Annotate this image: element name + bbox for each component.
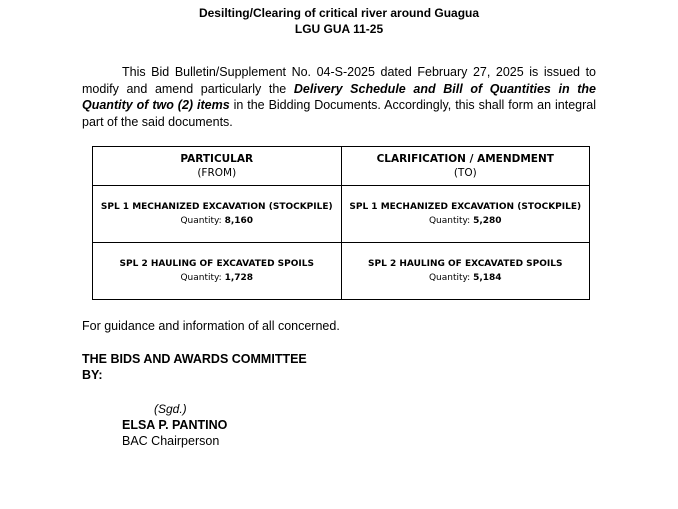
quantity-label: Quantity: xyxy=(180,273,225,283)
by-label: BY: xyxy=(82,368,103,382)
paragraph-text-1: This Bid Bulletin/Supplement No. 04-S-2025 dated February 27, 2025 is issued to modify and amend particularly the xyxy=(82,65,596,96)
document-title: Desilting/Clearing of critical river around Guagua xyxy=(198,6,480,20)
guidance-text: For guidance and information of all concerned. xyxy=(82,319,340,333)
table-header-row xyxy=(93,147,590,186)
header-particular xyxy=(93,147,342,186)
header-amendment-label: CLARIFICATION / AMENDMENT xyxy=(376,153,554,165)
committee-name: THE BIDS AND AWARDS COMMITTEE xyxy=(82,352,307,366)
item-quantity xyxy=(97,271,337,285)
to-cell xyxy=(341,243,590,300)
quantity-label: Quantity: xyxy=(428,216,474,226)
item-quantity xyxy=(346,271,586,285)
bulletin-paragraph xyxy=(82,64,596,130)
quantity-value: 5,280 xyxy=(473,216,502,226)
table-row xyxy=(93,186,590,243)
to-cell xyxy=(341,186,590,243)
signatory-position: BAC Chairperson xyxy=(122,434,220,448)
committee-block xyxy=(82,351,307,383)
paragraph-text-2: in the Bidding Documents. Accordingly, this shall form an integral part of the said documents. xyxy=(82,98,596,129)
item-name: SPL 1 MECHANIZED EXCAVATION (STOCKPILE) xyxy=(100,202,333,212)
paragraph-emphasis: Delivery Schedule and Bill of Quantities in the Quantity of two (2) items xyxy=(82,81,596,112)
header-amendment xyxy=(341,147,590,186)
item-name: SPL 2 HAULING OF EXCAVATED SPOILS xyxy=(119,259,314,269)
item-quantity xyxy=(97,214,337,228)
from-cell xyxy=(93,186,342,243)
from-cell xyxy=(93,243,342,300)
header-particular-label: PARTICULAR xyxy=(180,153,254,165)
amendment-table xyxy=(92,146,590,300)
quantity-value: 1,728 xyxy=(224,273,254,283)
quantity-label: Quantity: xyxy=(180,216,225,226)
item-name: SPL 2 HAULING OF EXCAVATED SPOILS xyxy=(368,259,563,269)
item-name: SPL 1 MECHANIZED EXCAVATION (STOCKPILE) xyxy=(349,202,582,212)
quantity-value: 5,184 xyxy=(473,273,502,283)
quantity-value: 8,160 xyxy=(224,216,254,226)
header-to-label: (TO) xyxy=(453,167,477,179)
header-from-label: (FROM) xyxy=(197,167,237,179)
signed-mark: (Sgd.) xyxy=(154,402,187,416)
document-reference: LGU GUA 11-25 xyxy=(294,22,384,36)
table-row xyxy=(93,243,590,300)
signatory-name: ELSA P. PANTINO xyxy=(122,418,228,432)
item-quantity xyxy=(346,214,586,228)
quantity-label: Quantity: xyxy=(428,273,474,283)
